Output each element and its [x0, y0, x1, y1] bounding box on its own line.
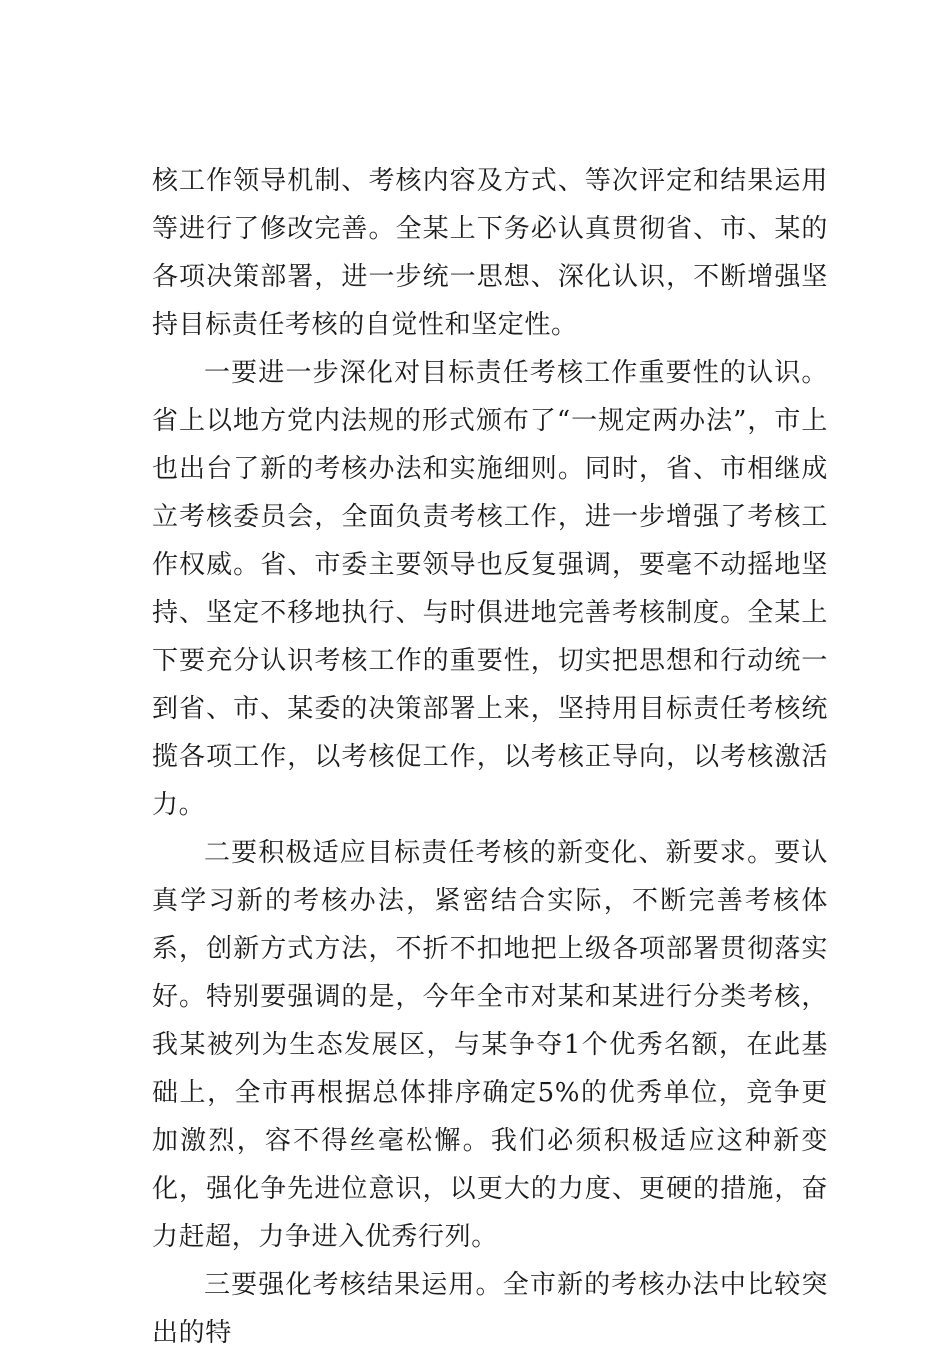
paragraph-2: 一要进一步深化对目标责任考核工作重要性的认识。省上以地方党内法规的形式颁布了“一规定两办法”，市上也出台了新的考核办法和实施细则。同时，省、市相继成立考核委员会，全面负责考核工作，进一步增强了考核工作权威。省、市委主要领导也反复强调，要毫不动摇地坚持、坚定不移地执行、与时俱进地完善考核制度。全某上下要充分认识考核工作的重要性，切实把思想和行动统一到省、市、某委的决策部署上来，坚持用目标责任考核统揽各项工作，以考核促工作，以考核正导向，以考核激活力。 — [152, 358, 828, 820]
paragraph-1: 核工作领导机制、考核内容及方式、等次评定和结果运用等进行了修改完善。全某上下务必认真贯彻省、市、某的各项决策部署，进一步统一思想、深化认识，不断增强坚持目标责任考核的自觉性和坚定性。 — [152, 166, 828, 340]
paragraph-3: 二要积极适应目标责任考核的新变化、新要求。要认真学习新的考核办法，紧密结合实际，不断完善考核体系，创新方式方法，不折不扣地把上级各项部署贯彻落实好。特别要强调的是，今年全市对某和某进行分类考核，我某被列为生态发展区，与某争夺1个优秀名额，在此基础上，全市再根据总体排序确定5%的优秀单位，竞争更加激烈，容不得丝毫松懈。我们必须积极适应这种新变化，强化争先进位意识，以更大的力度、更硬的措施，奋力赶超，力争进入优秀行列。 — [152, 838, 828, 1252]
paragraph-4: 三要强化考核结果运用。全市新的考核办法中比较突出的特 — [152, 1270, 828, 1348]
document-body — [152, 157, 828, 1357]
